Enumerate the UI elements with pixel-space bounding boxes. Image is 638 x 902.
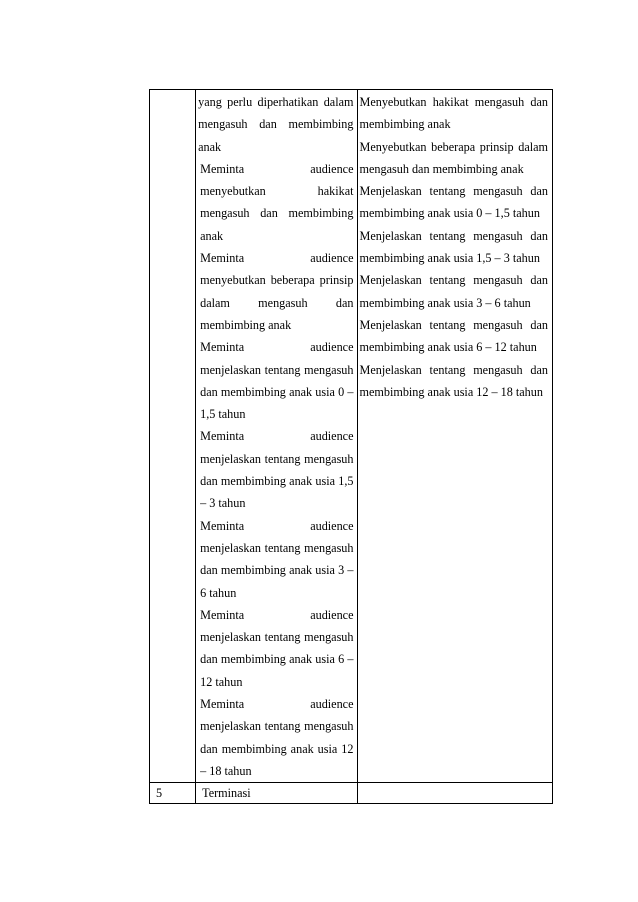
activity-step: Meminta audience menjelaskan tentang mengasuh dan membimbing anak usia 12 – 18 tahun — [200, 697, 354, 778]
response-item: Menjelaskan tentang mengasuh dan membimbing anak usia 12 – 18 tahun — [359, 362, 548, 399]
table-row — [150, 783, 553, 804]
number-cell — [150, 90, 196, 783]
response-item: Menyebutkan beberapa prinsip dalam mengasuh dan membimbing anak — [359, 139, 548, 176]
activity-step: Meminta audience menyebutkan hakikat mengasuh dan membimbing anak — [200, 161, 354, 243]
response-item: Menjelaskan tentang mengasuh dan membimbing anak usia 3 – 6 tahun — [359, 273, 548, 310]
activity-step: Meminta audience menjelaskan tentang mengasuh dan membimbing anak usia 3 – 6 tahun — [200, 518, 354, 600]
activity-step: Meminta audience menjelaskan tentang mengasuh dan membimbing anak usia 0 – 1,5 tahun — [200, 340, 354, 422]
response-item: Menyebutkan hakikat mengasuh dan membimbing anak — [359, 95, 548, 132]
response-item: Menjelaskan tentang mengasuh dan membimbing anak usia 6 – 12 tahun — [359, 317, 548, 355]
table-row — [150, 90, 553, 783]
activity-cell — [196, 90, 357, 783]
activity-cell — [196, 783, 357, 804]
activity-step: Meminta audience menjelaskan tentang mengasuh dan membimbing anak usia 1,5 – 3 tahun — [200, 429, 354, 511]
activity-step: Meminta audience menjelaskan tentang mengasuh dan membimbing anak usia 6 – 12 tahun — [200, 607, 354, 689]
response-item: Menjelaskan tentang mengasuh dan membimbing anak usia 0 – 1,5 tahun — [359, 184, 548, 221]
response-item: Menjelaskan tentang mengasuh dan membimbing anak usia 1,5 – 3 tahun — [359, 228, 548, 266]
number-cell — [150, 783, 196, 804]
response-cell — [357, 90, 553, 783]
activity-step: Terminasi — [202, 786, 251, 801]
response-cell — [357, 783, 553, 804]
activity-table — [149, 89, 553, 804]
row-number: 5 — [156, 786, 163, 801]
activity-step: yang perlu diperhatikan dalam mengasuh dan membimbing anak — [198, 95, 354, 154]
activity-step: Meminta audience menyebutkan beberapa prinsip dalam mengasuh dan membimbing anak — [200, 251, 354, 332]
